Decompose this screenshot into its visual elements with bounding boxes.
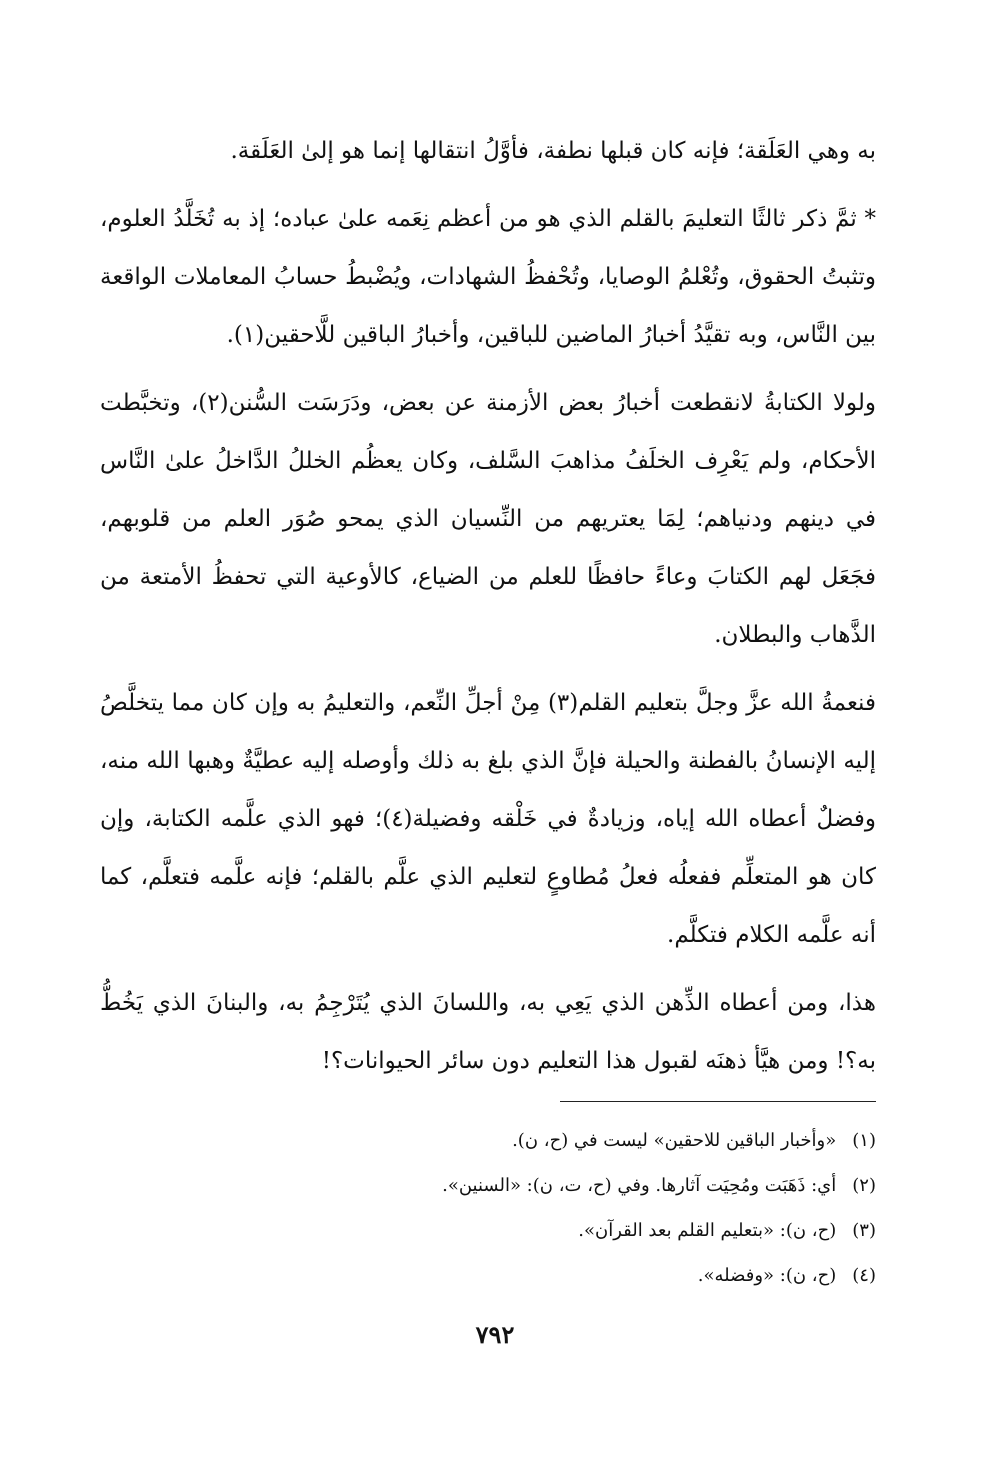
- footnote-text: (ح، ن): «بتعليم القلم بعد القرآن».: [578, 1220, 837, 1241]
- main-text: [100, 122, 876, 1100]
- footnote-number: (٢): [852, 1175, 876, 1196]
- footnote-text: (ح، ن): «وفضله».: [697, 1265, 837, 1286]
- paragraph-4: فنعمةُ الله عزَّ وجلَّ بتعليم القلم(٣) مِنْ أجلِّ النِّعم، والتعليمُ به وإن كان مما يتخلَّصُ إليه الإنسانُ بالفطنة والحيلة فإنَّ الذي بلغ به ذلك وأوصله إليه عطيَّةٌ وهبها الله منه، وفضلٌ أعطاه الله إياه، وزيادةٌ في خَلْقه وفضيلة(٤)؛ فهو الذي علَّمه الكتابة، وإن كان هو المتعلِّم ففعلُه فعلُ مُطاوعٍ لتعليم الذي علَّم بالقلم؛ فإنه علَّمه فتعلَّم، كما أنه علَّمه الكلام فتكلَّم.: [100, 690, 876, 948]
- footnote-number: (٣): [852, 1220, 876, 1241]
- footnote-4: [300, 1253, 876, 1298]
- paragraph-2: * ثمَّ ذكر ثالثًا التعليمَ بالقلم الذي هو من أعظم نِعَمه علىٰ عباده؛ إذ به تُخَلَّدُ العلوم، وتثبتُ الحقوق، وتُعْلمُ الوصايا، وتُحْفظُ الشهادات، ويُضْبطُ حسابُ المعاملات الواقعة بين النَّاس، وبه تقيَّدُ أخبارُ الماضين للباقين، وأخبارُ الباقين للَّاحقين(١).: [100, 206, 876, 348]
- footnote-text: «وأخبار الباقين للاحقين» ليست في (ح، ن).: [512, 1130, 837, 1151]
- paragraph-5: هذا، ومن أعطاه الذِّهن الذي يَعِي به، واللسانَ الذي يُتَرْجِمُ به، والبنانَ الذي يَخُطُّ به؟! ومن هيَّأ ذهنَه لقبول هذا التعليم دون سائر الحيوانات؟!: [100, 990, 876, 1074]
- footnote-2: [300, 1163, 876, 1208]
- footnote-number: (٤): [852, 1265, 876, 1286]
- footnote-separator: [560, 1101, 876, 1102]
- footnote-number: (١): [852, 1130, 876, 1151]
- footnote-1: [300, 1118, 876, 1163]
- page-number: ٧٩٢: [475, 1320, 515, 1349]
- paragraph-3: ولولا الكتابةُ لانقطعت أخبارُ بعض الأزمنة عن بعض، ودَرَسَت السُّنن(٢)، وتخبَّطت الأحكام، ولم يَعْرِف الخلَفُ مذاهبَ السَّلف، وكان يعظُم الخللُ الدَّاخلُ علىٰ النَّاس في دينهم ودنياهم؛ لِمَا يعتريهم من النِّسيان الذي يمحو صُوَر العلم من قلوبهم، فجَعَل لهم الكتابَ وعاءً حافظًا للعلم من الضياع، كالأوعية التي تحفظُ الأمتعة من الذَّهاب والبطلان.: [100, 390, 876, 648]
- footnote-text: أي: ذَهَبَت ومُحِيَت آثارها. وفي (ح، ت، ن): «السنين».: [442, 1175, 837, 1196]
- footnotes: [300, 1118, 876, 1298]
- paragraph-1: به وهي العَلَقة؛ فإنه كان قبلها نطفة، فأوَّلُ انتقالها إنما هو إلىٰ العَلَقة.: [230, 138, 876, 164]
- footnote-3: [300, 1208, 876, 1253]
